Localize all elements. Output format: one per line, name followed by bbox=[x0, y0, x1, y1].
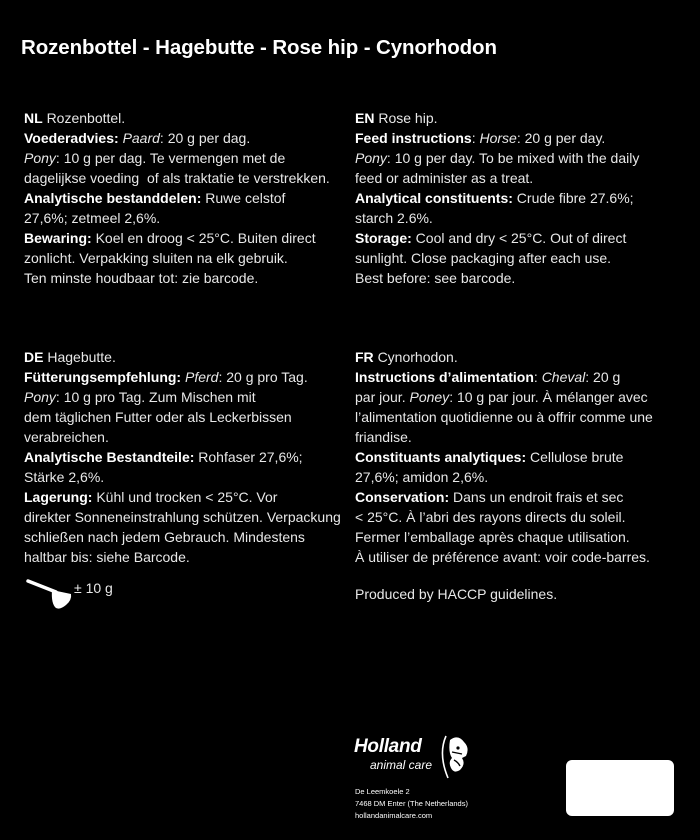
de-analysis-line2: Stärke 2,6%. bbox=[24, 469, 105, 485]
feed-label-nl: Voederadvies: bbox=[24, 130, 119, 146]
en-analysis-line2: starch 2.6%. bbox=[355, 210, 433, 226]
en-storage-line1 bbox=[355, 228, 639, 248]
en-analysis-line1 bbox=[355, 188, 639, 208]
de-name-line bbox=[24, 347, 341, 367]
section-nl bbox=[24, 108, 330, 288]
nl-storage-line2: zonlicht. Verpakking sluiten na elk gebruik. bbox=[24, 250, 288, 266]
lang-code-fr: FR bbox=[355, 349, 374, 365]
scoop-icon bbox=[26, 578, 76, 612]
lang-code-en: EN bbox=[355, 110, 375, 126]
fr-storage-line1 bbox=[355, 487, 653, 507]
product-name-nl: Rozenbottel. bbox=[46, 110, 126, 126]
de-feed-line3: dem täglichen Futter oder als Leckerbissen bbox=[24, 409, 292, 425]
scoop-dose-label: ± 10 g bbox=[74, 580, 113, 596]
address-street: De Leemkoele 2 bbox=[355, 787, 410, 796]
nl-feed-line2 bbox=[24, 148, 330, 168]
nl-feed-line1 bbox=[24, 128, 330, 148]
analysis-label-nl: Analytische bestanddelen: bbox=[24, 190, 202, 206]
feed-colon-fr: : bbox=[533, 369, 542, 385]
nl-storage-line3: Ten minste houdbaar tot: zie barcode. bbox=[24, 270, 259, 286]
storage-value-nl: Koel en droog < 25°C. Buiten direct bbox=[91, 230, 316, 246]
product-name-en: Rose hip. bbox=[378, 110, 438, 126]
brand-logo bbox=[354, 734, 474, 784]
feed-line2a-fr: par jour. bbox=[355, 389, 410, 405]
nl-storage-line1 bbox=[24, 228, 330, 248]
feed-label-de: Fütterungsempfehlung: bbox=[24, 369, 182, 385]
analysis-value-en: Crude fibre 27.6%; bbox=[512, 190, 634, 206]
fr-storage-line3: Fermer l’emballage après chaque utilisation. bbox=[355, 529, 630, 545]
lang-code-de: DE bbox=[24, 349, 44, 365]
feed-animal1-de: Pferd bbox=[185, 369, 219, 385]
fr-feed-line2 bbox=[355, 387, 653, 407]
en-storage-line2: sunlight. Close packaging after each use. bbox=[355, 250, 612, 266]
brand-name: Holland bbox=[354, 736, 422, 757]
fr-feed-line4: friandise. bbox=[355, 429, 412, 445]
feed-label-en: Feed instructions bbox=[355, 130, 472, 146]
feed-line2-fr: : 10 g par jour. À mélanger avec bbox=[449, 389, 648, 405]
storage-value-de: Kühl und trocken < 25°C. Vor bbox=[92, 489, 278, 505]
de-storage-line3: schließen nach jedem Gebrauch. Mindestens bbox=[24, 529, 305, 545]
de-storage-line2: direkter Sonneneinstrahlung schützen. Verpackung bbox=[24, 509, 341, 525]
feed-dose1-en: : 20 g per day. bbox=[516, 130, 606, 146]
de-feed-line1 bbox=[24, 367, 341, 387]
en-storage-line3: Best before: see barcode. bbox=[355, 270, 516, 286]
fr-name-line bbox=[355, 347, 653, 367]
fr-feed-line3: l’alimentation quotidienne ou à offrir comme une bbox=[355, 409, 653, 425]
analysis-label-de: Analytische Bestandteile: bbox=[24, 449, 195, 465]
analysis-value-de: Rohfaser 27,6%; bbox=[194, 449, 303, 465]
nl-feed-line3: dagelijkse voeding of als traktatie te verstrekken. bbox=[24, 170, 330, 186]
feed-line2-de: : 10 g pro Tag. Zum Mischen mit bbox=[55, 389, 256, 405]
feed-animal2-de: Pony bbox=[24, 389, 56, 405]
product-name-fr: Cynorhodon. bbox=[377, 349, 458, 365]
feed-animal1-en: Horse bbox=[479, 130, 517, 146]
analysis-label-en: Analytical constituents: bbox=[355, 190, 513, 206]
storage-label-de: Lagerung: bbox=[24, 489, 93, 505]
product-name-de: Hagebutte. bbox=[47, 349, 116, 365]
storage-label-fr: Conservation: bbox=[355, 489, 450, 505]
section-en bbox=[355, 108, 639, 288]
barcode-placeholder bbox=[566, 760, 674, 816]
fr-analysis-line1 bbox=[355, 447, 653, 467]
de-feed-line4: verabreichen. bbox=[24, 429, 109, 445]
nl-analysis-line2: 27,6%; zetmeel 2,6%. bbox=[24, 210, 161, 226]
section-fr bbox=[355, 347, 653, 567]
feed-line2-en: : 10 g per day. To be mixed with the daily bbox=[386, 150, 640, 166]
fr-feed-line1 bbox=[355, 367, 653, 387]
feed-line2-nl: : 10 g per dag. Te vermengen met de bbox=[55, 150, 286, 166]
de-storage-line4: haltbar bis: siehe Barcode. bbox=[24, 549, 190, 565]
feed-label-fr: Instructions d’alimentation bbox=[355, 369, 534, 385]
address-city: 7468 DM Enter (The Netherlands) bbox=[355, 799, 468, 808]
feed-colon-en: : bbox=[471, 130, 480, 146]
analysis-value-fr: Cellulose brute bbox=[526, 449, 624, 465]
de-storage-line1 bbox=[24, 487, 341, 507]
company-address bbox=[355, 786, 468, 822]
analysis-value-nl: Ruwe celstof bbox=[201, 190, 286, 206]
feed-dose1-nl: : 20 g per dag. bbox=[159, 130, 251, 146]
feed-animal2-fr: Poney bbox=[409, 389, 450, 405]
horse-dog-cat-logo-icon bbox=[436, 732, 472, 782]
storage-label-nl: Bewaring: bbox=[24, 230, 92, 246]
storage-label-en: Storage: bbox=[355, 230, 412, 246]
fr-storage-line4: À utiliser de préférence avant: voir code-barres. bbox=[355, 549, 650, 565]
en-name-line bbox=[355, 108, 639, 128]
nl-analysis-line1 bbox=[24, 188, 330, 208]
product-title: Rozenbottel - Hagebutte - Rose hip - Cynorhodon bbox=[21, 36, 497, 59]
haccp-statement: Produced by HACCP guidelines. bbox=[355, 586, 558, 602]
feed-animal2-en: Pony bbox=[355, 150, 387, 166]
storage-value-fr: Dans un endroit frais et sec bbox=[449, 489, 624, 505]
de-feed-line2 bbox=[24, 387, 341, 407]
de-analysis-line1 bbox=[24, 447, 341, 467]
feed-animal2-nl: Pony bbox=[24, 150, 56, 166]
lang-code-nl: NL bbox=[24, 110, 43, 126]
feed-dose1-de: : 20 g pro Tag. bbox=[218, 369, 308, 385]
fr-analysis-line2: 27,6%; amidon 2,6%. bbox=[355, 469, 489, 485]
en-feed-line2 bbox=[355, 148, 639, 168]
en-feed-line1 bbox=[355, 128, 639, 148]
nl-name-line bbox=[24, 108, 330, 128]
section-de bbox=[24, 347, 341, 567]
feed-dose1-fr: : 20 g bbox=[585, 369, 621, 385]
storage-value-en: Cool and dry < 25°C. Out of direct bbox=[411, 230, 627, 246]
analysis-label-fr: Constituants analytiques: bbox=[355, 449, 527, 465]
feed-animal1-fr: Cheval bbox=[541, 369, 586, 385]
brand-subtitle: animal care bbox=[370, 758, 433, 772]
en-feed-line3: feed or administer as a treat. bbox=[355, 170, 534, 186]
feed-animal1-nl: Paard bbox=[122, 130, 160, 146]
fr-storage-line2: < 25°C. À l’abri des rayons directs du soleil. bbox=[355, 509, 626, 525]
website-link[interactable]: hollandanimalcare.com bbox=[355, 811, 433, 820]
